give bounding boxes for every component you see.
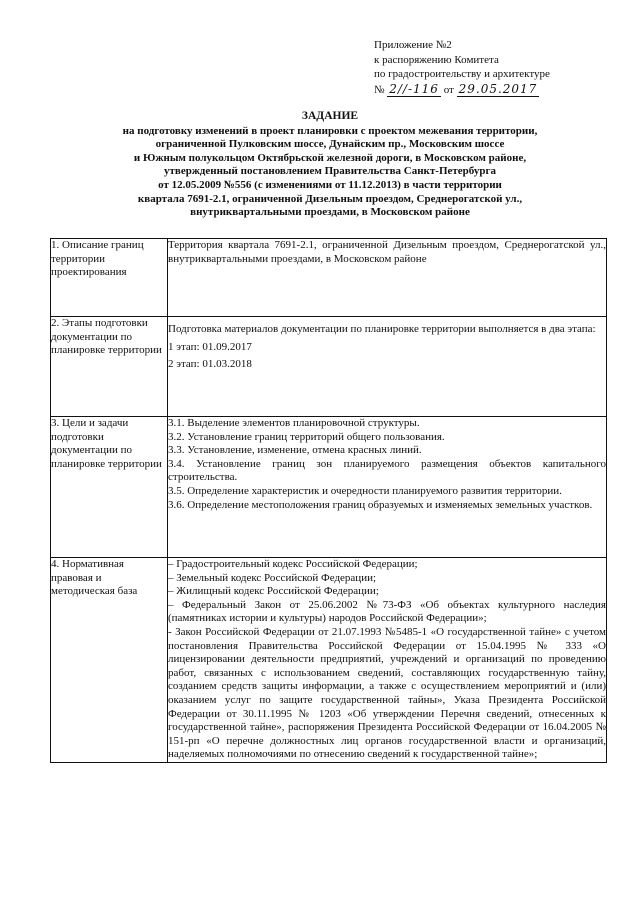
date-prefix: от xyxy=(443,83,454,96)
table-row xyxy=(51,239,607,317)
title-line-2: ограниченной Пулковским шоссе, Дунайским пр., Московским шоссе xyxy=(155,138,505,151)
handwritten-number: 2//-116 xyxy=(389,81,439,96)
list-item: – Градостроительный кодекс Российской Федерации; xyxy=(168,558,418,570)
boundary-description: Территория квартала 7691-2.1, ограниченной Дизельным проездом, Среднерогатской ул., внутриквартальными проездами, в Московском районе xyxy=(168,239,606,265)
list-item: - Закон Российской Федерации от 21.07.1993 №5485-1 «О государственной тайне» с учетом постановления Правительства Российской Федерации от 15.04.1995 № 333 «О лицензировании деятельности предприятий, учреждений и организаций по проведению работ, связанных с использованием сведений, составляющих государственную тайну, созданием средств защиты информации, а также с осуществлением мероприятий и (или) оказанием услуг по защите государственной тайны», Указа Президента Российской Федерации от 30.11.1995 № 1203 «Об утверждении Перечня сведений, отнесенных к государственной тайне», распоряжения Президента Российской Федерации от 16.04.2005 № 151-рп «О перечне должностных лиц органов государственной власти и организаций, наделяемых полномочиями по отнесению сведений к государственной тайне»; xyxy=(168,625,606,761)
list-item: 3.6. Определение местоположения границ образуемых и изменяемых земельных участков. xyxy=(168,498,593,511)
title-line-4: утвержденный постановлением Правительства Санкт-Петербурга xyxy=(163,165,496,178)
list-item: 3.5. Определение характеристик и очередности планируемого развития территории. xyxy=(168,484,562,497)
list-item: 3.1. Выделение элементов планировочной структуры. xyxy=(168,417,420,429)
annex-line-order: к распоряжению Комитета xyxy=(374,53,499,66)
table-row xyxy=(51,417,607,558)
row-content xyxy=(168,239,607,317)
row-content xyxy=(168,317,607,417)
list-item: – Жилищный кодекс Российской Федерации; xyxy=(168,585,379,598)
table-row xyxy=(51,558,607,763)
list-item: – Земельный кодекс Российской Федерации; xyxy=(168,571,377,584)
row-content xyxy=(168,558,607,763)
title-line-6: квартала 7691-2.1, ограниченной Дизельным проездом, Среднерогатской ул., xyxy=(137,192,523,205)
row-label: 1. Описание границ территории проектирования xyxy=(51,239,168,317)
annex-title: Приложение №2 xyxy=(374,39,452,51)
title-line-1: на подготовку изменений в проект планировки с проектом межевания территории, xyxy=(122,124,538,137)
list-item: – Федеральный Закон от 25.06.2002 №73-ФЗ «Об объектах культурного наследия (памятниках истории и культуры) народов Российской Федерации»; xyxy=(168,598,606,625)
document-title xyxy=(60,110,600,220)
list-item: 3.2. Установление границ территорий общего пользования. xyxy=(168,430,445,443)
annex-line-committee: по градостроительству и архитектуре xyxy=(374,68,550,80)
stages-intro: Подготовка материалов документации по планировке территории выполняется в два этапа: xyxy=(168,323,596,335)
handwritten-date: 29.05.2017 xyxy=(458,81,538,96)
stage-1: 1 этап: 01.09.2017 xyxy=(168,340,252,353)
number-prefix: № xyxy=(374,83,385,96)
table-row xyxy=(51,317,607,417)
stage-2: 2 этап: 01.03.2018 xyxy=(168,358,252,371)
title-heading: ЗАДАНИЕ xyxy=(301,110,359,122)
title-line-5: от 12.05.2009 №556 (с изменениями от 11.12.2013) в части территории xyxy=(158,178,502,191)
row-label: 3. Цели и задачи подготовки документации по планировке территории xyxy=(51,417,168,558)
annex-header xyxy=(374,38,550,97)
title-line-7: внутриквартальными проездами, в Московском районе xyxy=(190,206,470,219)
list-item: 3.4. Установление границ зон планируемого размещения объектов капитального строительства. xyxy=(168,457,606,484)
list-item: 3.3. Установление, изменение, отмена красных линий. xyxy=(168,444,422,457)
row-content xyxy=(168,417,607,558)
row-label: 4. Нормативная правовая и методическая база xyxy=(51,558,168,763)
annex-number-date xyxy=(374,82,550,98)
row-label: 2. Этапы подготовки документации по планировке территории xyxy=(51,317,168,417)
title-line-3: и Южным полукольцом Октябрьской железной дороги, в Московском районе, xyxy=(133,151,527,164)
specification-table xyxy=(50,238,607,763)
